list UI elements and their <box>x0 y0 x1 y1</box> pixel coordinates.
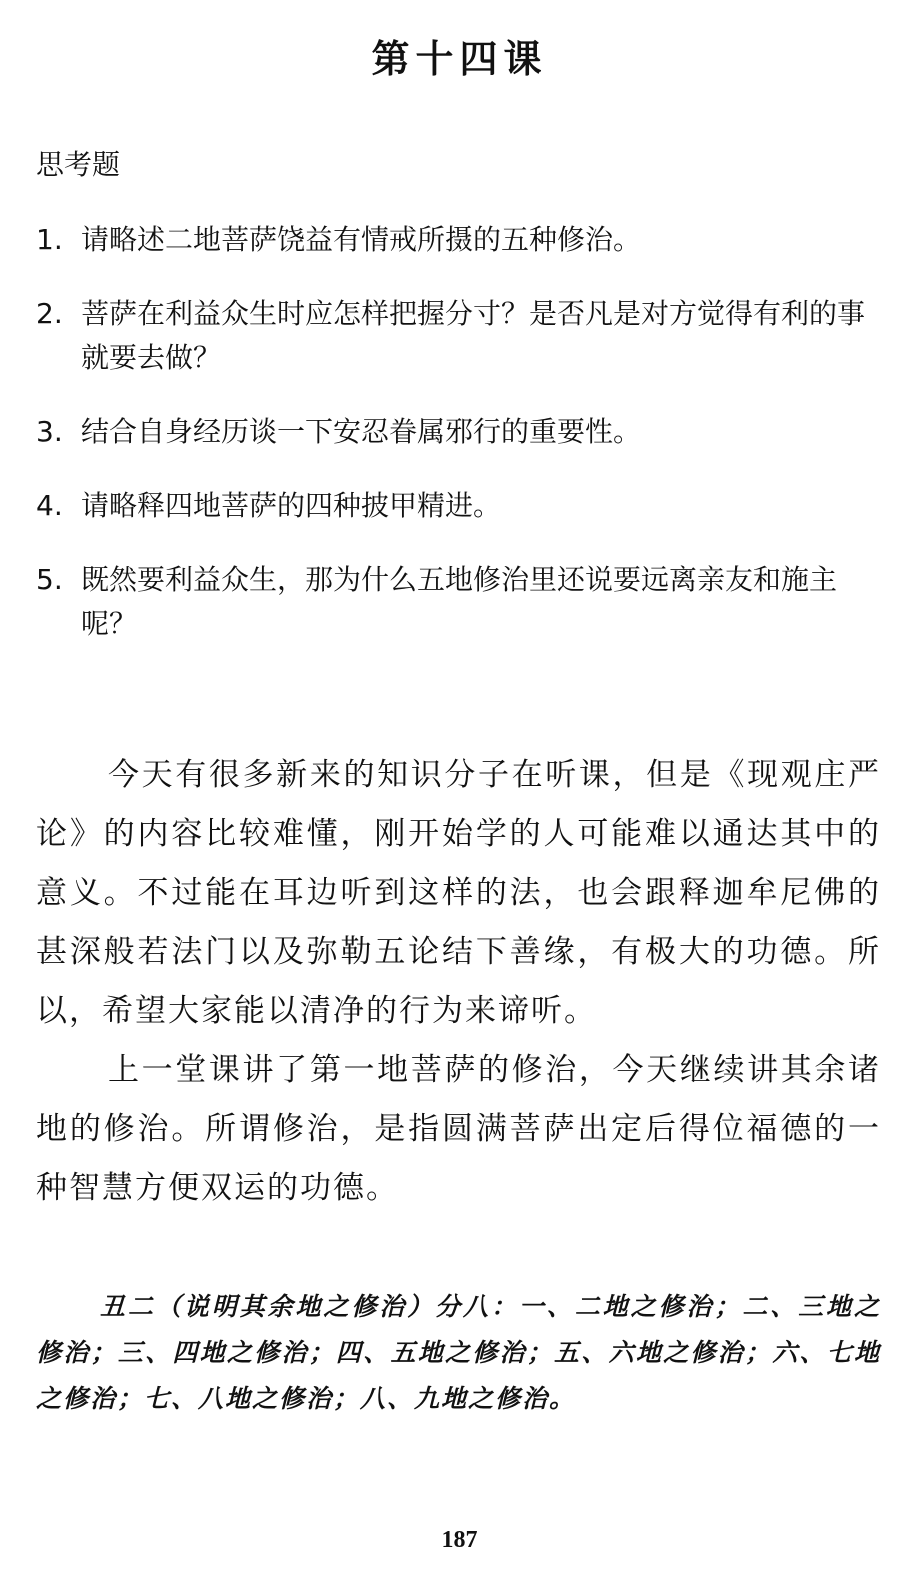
question-item <box>36 410 886 454</box>
body-paragraph: 今天有很多新来的知识分子在听课，但是《现观庄严论》的内容比较难懂，刚开始学的人可能难以通达其中的意义。不过能在耳边听到这样的法，也会跟释迦牟尼佛的甚深般若法门以及弥勒五论结下善缘，有极大的功德。所以，希望大家能以清净的行为来谛听。 <box>36 757 881 1029</box>
questions-heading: 思考题 <box>36 148 121 181</box>
body-paragraph: 上一堂课讲了第一地菩萨的修治，今天继续讲其余诸地的修治。所谓修治，是指圆满菩萨出定后得位福德的一种智慧方便双运的功德。 <box>36 1052 881 1206</box>
lesson-title: 第十四课 <box>371 36 548 81</box>
question-item <box>36 558 886 646</box>
question-item <box>36 484 886 528</box>
section-outline <box>36 1284 881 1422</box>
question-item <box>36 292 886 380</box>
question-text: 菩萨在利益众生时应怎样把握分寸？是否凡是对方觉得有利的事就要去做？ <box>81 297 866 374</box>
questions-list <box>36 218 886 646</box>
question-text: 请略述二地菩萨饶益有情戒所摄的五种修治。 <box>81 223 642 256</box>
page-number: 187 <box>441 1527 478 1553</box>
question-number: 4. <box>36 489 63 522</box>
question-text: 请略释四地菩萨的四种披甲精进。 <box>81 489 502 522</box>
question-number: 1. <box>36 223 63 256</box>
outline-text: 丑二（说明其余地之修治）分八：一、二地之修治；二、三地之修治；三、四地之修治；四、五地之修治；五、六地之修治；六、七地之修治；七、八地之修治；八、九地之修治。 <box>36 1292 881 1413</box>
question-number: 5. <box>36 563 63 596</box>
lecture-body <box>36 746 881 1218</box>
question-item <box>36 218 886 262</box>
question-number: 2. <box>36 297 63 330</box>
question-number: 3. <box>36 415 63 448</box>
question-text: 既然要利益众生，那为什么五地修治里还说要远离亲友和施主呢？ <box>81 563 838 640</box>
question-text: 结合自身经历谈一下安忍眷属邪行的重要性。 <box>81 415 642 448</box>
